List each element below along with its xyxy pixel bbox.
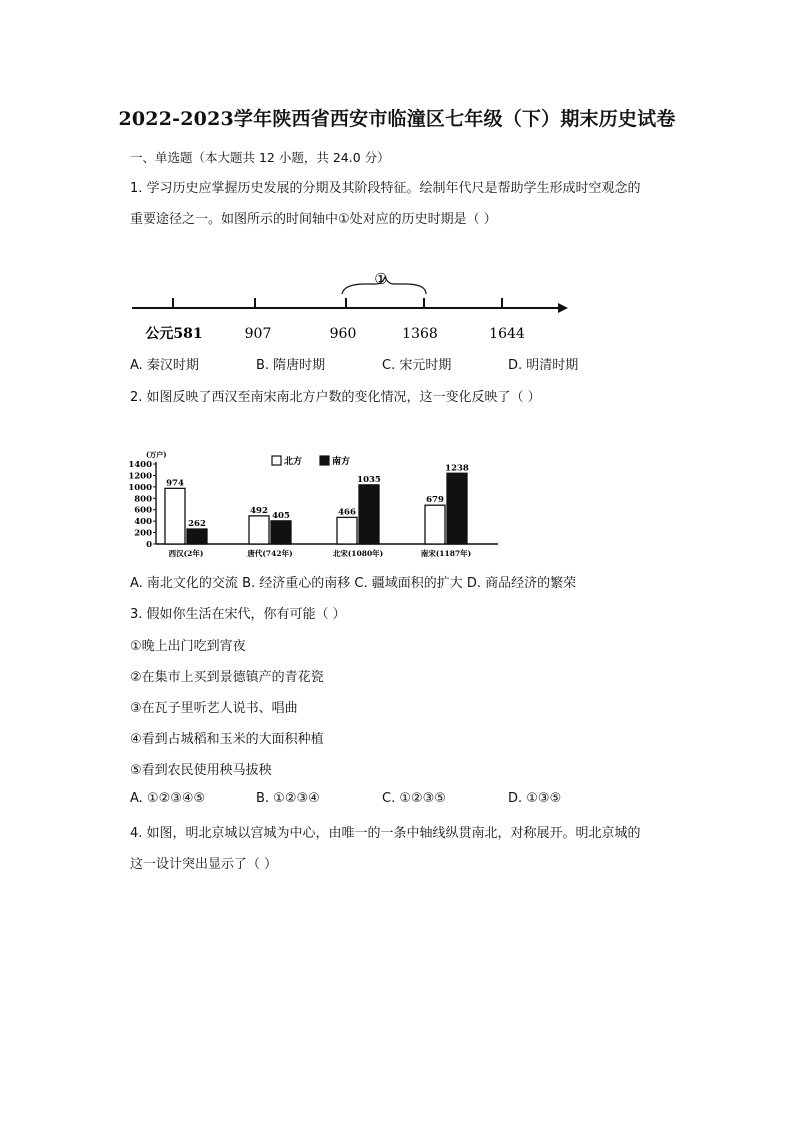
- x-category-label: 南宋(1187年): [420, 549, 472, 558]
- q3-item-1: ①晚上出门吃到宵夜: [130, 639, 246, 654]
- q2-option-b[interactable]: B. 经济重心的南移: [242, 576, 351, 591]
- q4-stem-line1: 4. 如图，明北京城以宫城为中心，由唯一的一条中轴线纵贯南北，对称展开。明北京城的: [130, 826, 641, 841]
- q1-option-a[interactable]: A. 秦汉时期: [130, 358, 199, 373]
- q3-item-4: ④看到占城稻和玉米的大面积种植: [130, 732, 324, 747]
- x-category-label: 西汉(2年): [168, 549, 204, 558]
- q3-options: [130, 791, 561, 806]
- bar-value-label: 1238: [445, 463, 469, 474]
- q1-label-960: 960: [329, 326, 357, 342]
- bar-value-label: 466: [338, 507, 356, 518]
- y-tick-label: 1400: [128, 460, 152, 470]
- bar-value-label: 492: [250, 505, 268, 516]
- bar-north: [165, 488, 185, 544]
- q2-bar-chart: [120, 448, 510, 563]
- q2-stem: 2. 如图反映了西汉至南宋南北方户数的变化情况，这一变化反映了（ ）: [130, 390, 541, 405]
- y-tick-label: 600: [134, 505, 152, 516]
- q3-item-3: ③在瓦子里听艺人说书、唱曲: [130, 701, 298, 716]
- q1-label-907: 907: [244, 326, 272, 342]
- bar-value-label: 679: [426, 495, 444, 506]
- q2-option-d[interactable]: D. 商品经济的繁荣: [466, 576, 577, 591]
- q3-item-5: ⑤看到农民使用秧马拔秧: [130, 763, 272, 778]
- bar-north: [249, 516, 269, 544]
- bar-north: [425, 505, 445, 544]
- q2-option-c[interactable]: C. 疆域面积的扩大: [354, 576, 463, 591]
- bar-south: [447, 473, 467, 544]
- q1-marker: ①: [374, 270, 388, 288]
- bar-value-label: 262: [188, 519, 206, 530]
- x-category-label: 唐代(742年): [247, 549, 293, 558]
- bar-value-label: 1035: [357, 474, 381, 485]
- legend-label: 南方: [332, 457, 351, 467]
- q1-options: [130, 354, 578, 373]
- legend-label: 北方: [284, 457, 303, 467]
- q1-label-1368: 1368: [402, 326, 438, 342]
- q1-timeline: [120, 258, 580, 348]
- q2-options: [130, 572, 576, 591]
- y-unit-label: (万户): [146, 450, 167, 459]
- legend-swatch: [272, 456, 281, 465]
- q1-label-1644: 1644: [489, 326, 525, 342]
- y-tick-label: 400: [134, 517, 152, 528]
- x-category-label: 北宋(1080年): [332, 549, 384, 558]
- q4-stem-line2: 这一设计突出显示了（ ）: [130, 857, 278, 872]
- q3-option-a[interactable]: A. ①②③④⑤: [130, 791, 206, 806]
- q1-label-581: 公元581: [145, 326, 203, 342]
- q1-option-b[interactable]: B. 隋唐时期: [256, 358, 326, 373]
- page-title: 2022-2023学年陕西省西安市临潼区七年级（下）期末历史试卷: [118, 108, 676, 130]
- bar-south: [187, 529, 207, 544]
- q2-option-a[interactable]: A. 南北文化的交流: [130, 576, 238, 591]
- q3-option-c[interactable]: C. ①②③⑤: [382, 791, 446, 806]
- section-heading: 一、单选题（本大题共 12 小题，共 24.0 分）: [130, 150, 390, 165]
- q3-option-d[interactable]: D. ①③⑤: [508, 791, 562, 806]
- bar-value-label: 405: [272, 510, 290, 521]
- bar-value-label: 974: [166, 478, 184, 489]
- q1-option-c[interactable]: C. 宋元时期: [382, 358, 452, 373]
- y-tick-label: 800: [134, 494, 152, 505]
- y-tick-label: 1000: [128, 482, 152, 493]
- bar-south: [359, 485, 379, 544]
- q3-item-2: ②在集市上买到景德镇产的青花瓷: [130, 670, 324, 685]
- q1-stem-line1: 1. 学习历史应掌握历史发展的分期及其阶段特征。绘制年代尺是帮助学生形成时空观念的: [130, 181, 641, 196]
- bar-south: [271, 521, 291, 544]
- bar-north: [337, 517, 357, 544]
- legend-swatch: [320, 456, 329, 465]
- y-tick-label: 1200: [128, 471, 152, 482]
- q3-option-b[interactable]: B. ①②③④: [256, 791, 320, 806]
- y-tick-label: 0: [146, 540, 152, 550]
- q1-option-d[interactable]: D. 明清时期: [508, 358, 579, 373]
- y-tick-label: 200: [134, 528, 152, 539]
- q3-stem: 3. 假如你生活在宋代，你有可能（ ）: [130, 607, 346, 622]
- q1-stem-line2: 重要途径之一。如图所示的时间轴中①处对应的历史时期是（ ）: [130, 212, 497, 227]
